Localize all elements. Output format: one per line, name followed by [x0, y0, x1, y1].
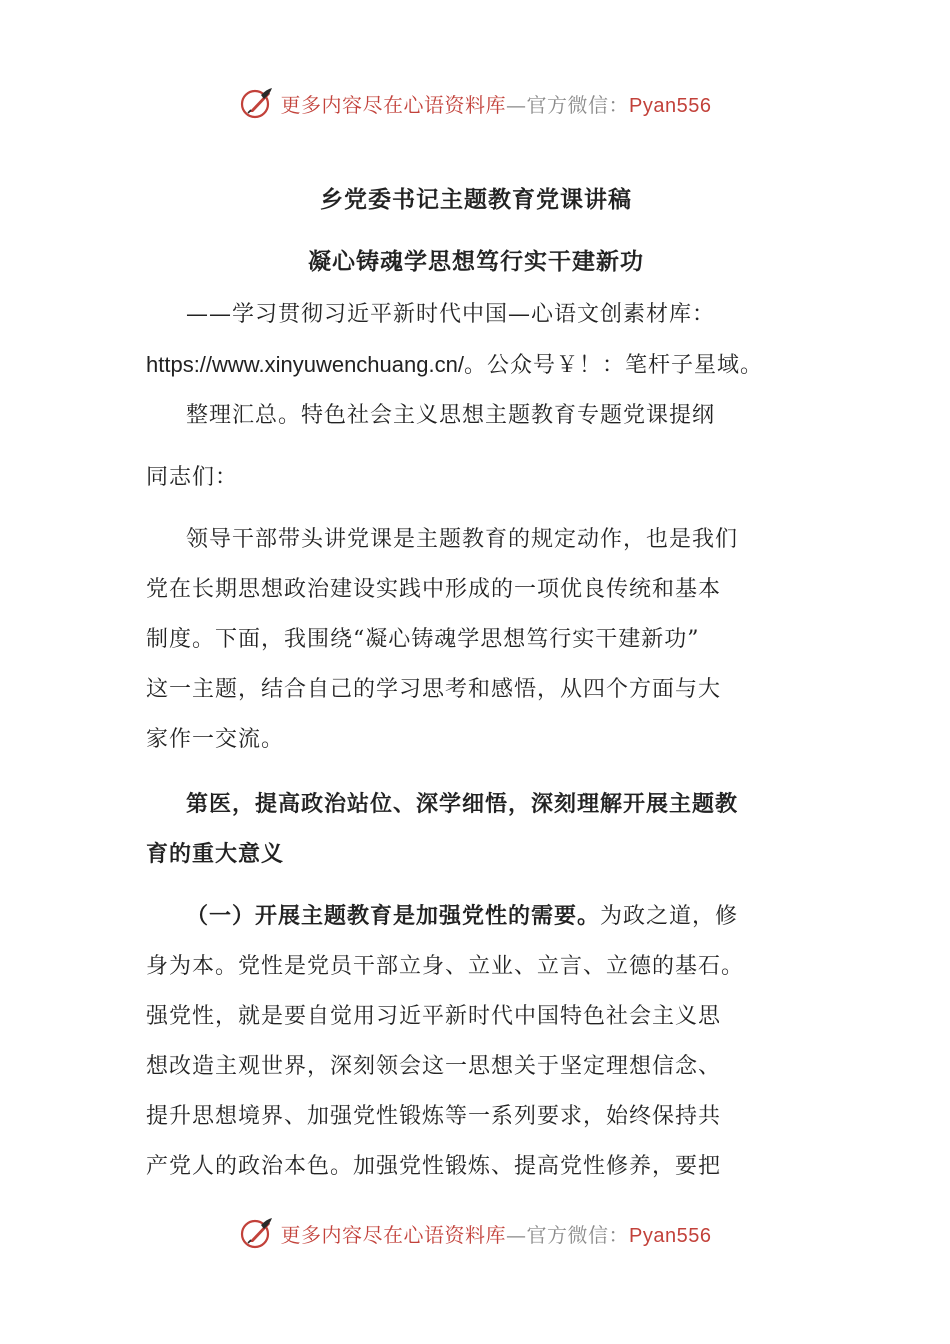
paragraph-line: 家作一交流。 — [146, 727, 285, 752]
paragraph-line: 提升思想境界、加强党性锻炼等一系列要求，始终保持共 — [146, 1104, 722, 1129]
header-banner — [0, 78, 950, 128]
subsection-first-line: （一）开展主题教育是加强党性的需要。为政之道，修 — [186, 903, 739, 929]
footer-banner — [0, 1208, 950, 1258]
banner-text: 更多内容尽在心语资料库—官方微信：Pyan556 — [280, 92, 712, 117]
quill-circle-icon — [239, 85, 275, 121]
subsection-heading: （一）开展主题教育是加强党性的需要。 — [186, 903, 601, 929]
banner-text: 更多内容尽在心语资料库—官方微信：Pyan556 — [280, 1222, 712, 1247]
document-subtitle: 凝心铸魂学思想笃行实干建新功 — [308, 248, 644, 275]
paragraph-line: 党在长期思想政治建设实践中形成的一项优良传统和基本 — [146, 577, 722, 602]
wechat-id: Pyan556 — [629, 1224, 712, 1247]
paragraph-line: 这一主题，结合自己的学习思考和感悟，从四个方面与大 — [146, 677, 722, 702]
subsection-1 — [146, 891, 806, 1192]
section-heading-1 — [146, 779, 806, 879]
paragraph-line: 产党人的政治本色。加强党性锻炼、提高党性修养，要把 — [146, 1154, 722, 1179]
document-title: 乡党委书记主题教育党课讲稿 — [320, 186, 632, 213]
section-heading-line: 第医，提高政治站位、深学细悟，深刻理解开展主题教 — [186, 791, 739, 817]
intro-line-3: 整理汇总。特色社会主义思想主题教育专题党课提纲 — [186, 403, 716, 428]
source-link[interactable]: https://www.xinyuwenchuang.cn/ — [146, 352, 464, 377]
paragraph-1 — [146, 515, 806, 765]
intro-line-1: ——学习贯彻习近平新时代中国—心语文创素材库： — [186, 302, 716, 327]
paragraph-line: 身为本。党性是党员干部立身、立业、立言、立德的基石。 — [146, 954, 745, 979]
paragraph-line: 强党性，就是要自觉用习近平新时代中国特色社会主义思 — [146, 1004, 722, 1029]
document-body — [146, 168, 806, 1192]
intro-line-2: https://www.xinyuwenchuang.cn/。公众号￥！：笔杆子星域。 — [146, 352, 763, 378]
paragraph-line: 领导干部带头讲党课是主题教育的规定动作，也是我们 — [186, 527, 739, 552]
quill-circle-icon — [239, 1215, 275, 1251]
paragraph-line: 制度。下面，我围绕“凝心铸魂学思想笃行实干建新功” — [146, 627, 700, 652]
salutation: 同志们： — [146, 465, 239, 490]
wechat-id: Pyan556 — [629, 94, 712, 117]
section-heading-line: 育的重大意义 — [146, 841, 285, 867]
paragraph-line: 想改造主观世界，深刻领会这一思想关于坚定理想信念、 — [146, 1054, 722, 1079]
